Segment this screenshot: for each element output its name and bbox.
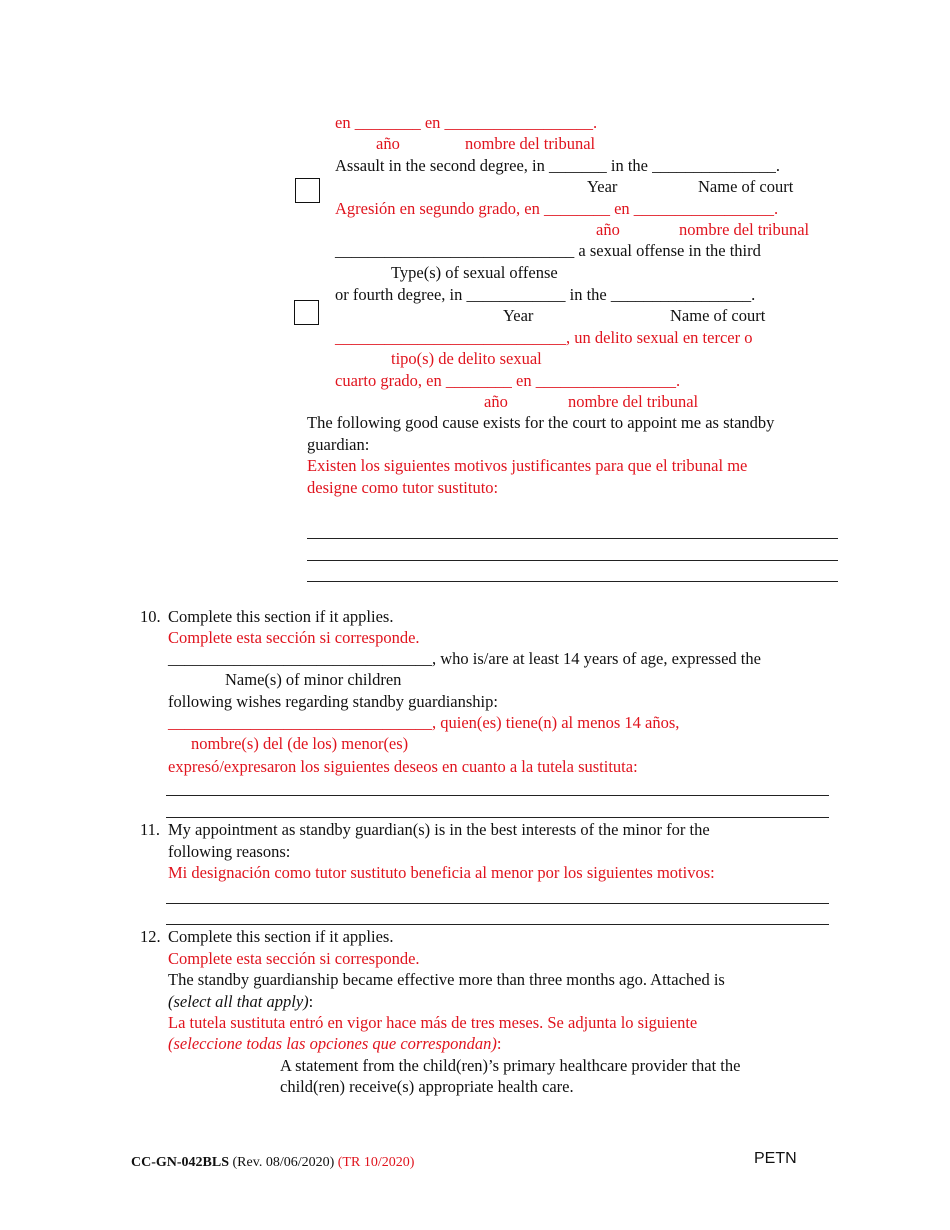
sexual-offense-line-es: ____________________________, un delito sexual en tercer o (335, 328, 753, 347)
sub-label-minor-names-es: nombre(s) del (de los) menor(es) (191, 734, 409, 753)
select-all-instruction-es: (seleccione todas las opciones que correspondan) (168, 1034, 497, 1053)
wishes-answer-line[interactable] (166, 795, 829, 796)
section-12-line-es: La tutela sustituta entró en vigor hace más de tres meses. Se adjunta lo siguiente (168, 1013, 698, 1032)
section-12-line-1: The standby guardianship became effective more than three months ago. Attached is (168, 970, 725, 989)
sub-label-offense-type: Type(s) of sexual offense (391, 263, 558, 282)
section-10-minors-line-es: ________________________________, quien(es) tiene(n) al menos 14 años, (168, 713, 680, 732)
sexual-offense-line-en: _____________________________ a sexual offense in the third (335, 241, 761, 260)
section-10-title-en: Complete this section if it applies. (168, 607, 394, 626)
good-cause-en-2: guardian: (307, 435, 370, 454)
section-12-title-es: Complete esta sección si corresponde. (168, 949, 420, 968)
form-revision: (Rev. 08/06/2020) (232, 1155, 335, 1170)
assault-checkbox[interactable] (295, 178, 320, 203)
punctuation: : (496, 1034, 502, 1053)
form-id: CC-GN-042BLS (131, 1155, 230, 1170)
good-cause-es-1: Existen los siguientes motivos justificantes para que el tribunal me (307, 456, 748, 475)
sexual-offense-checkbox[interactable] (294, 300, 319, 325)
section-11-line-es: Mi designación como tutor sustituto beneficia al menor por los siguientes motivos: (168, 863, 715, 882)
reasons-answer-line[interactable] (166, 924, 829, 925)
section-10-minors-line: ________________________________, who is/are at least 14 years of age, expressed the (168, 649, 761, 668)
sub-label-year: Year (587, 177, 618, 196)
court-line-es: en ________ en __________________. (335, 113, 598, 132)
footer-form-info (131, 1153, 414, 1173)
good-cause-en-1: The following good cause exists for the court to appoint me as standby (307, 413, 775, 432)
assault-line-en: Assault in the second degree, in _______ in the _______________. (335, 156, 780, 175)
sub-label-year-es: año (376, 134, 400, 153)
select-all-instruction: (select all that apply) (168, 992, 309, 1011)
punctuation: : (308, 992, 314, 1011)
good-cause-answer-line[interactable] (307, 538, 838, 539)
form-code: PETN (754, 1150, 797, 1167)
section-12-line-2 (168, 992, 313, 1012)
sub-label-minor-names: Name(s) of minor children (225, 670, 402, 689)
section-11-line-2: following reasons: (168, 842, 291, 861)
sub-label-court: Name of court (670, 306, 766, 325)
section-10-wishes-en: following wishes regarding standby guardianship: (168, 692, 498, 711)
section-10-wishes-es: expresó/expresaron los siguientes deseos en cuanto a la tutela sustituta: (168, 757, 638, 776)
sub-label-offense-type-es: tipo(s) de delito sexual (391, 349, 542, 368)
sub-label-year-es: año (484, 392, 508, 411)
sexual-offense-line2-en: or fourth degree, in ____________ in the _________________. (335, 285, 756, 304)
section-10-title-es: Complete esta sección si corresponde. (168, 628, 420, 647)
sexual-offense-line2-es: cuarto grado, en ________ en _________________. (335, 371, 681, 390)
form-translation: (TR 10/2020) (337, 1155, 415, 1170)
section-10-number: 10. (140, 607, 161, 626)
good-cause-es-2: designe como tutor sustituto: (307, 478, 499, 497)
assault-line-es: Agresión en segundo grado, en ________ en _________________. (335, 199, 779, 218)
healthcare-statement-2: child(ren) receive(s) appropriate health care. (280, 1077, 574, 1096)
good-cause-answer-line[interactable] (307, 581, 838, 582)
healthcare-statement-1: A statement from the child(ren)’s primary healthcare provider that the (280, 1056, 741, 1075)
sub-label-court: Name of court (698, 177, 794, 196)
section-12-title-en: Complete this section if it applies. (168, 927, 394, 946)
good-cause-answer-line[interactable] (307, 560, 838, 561)
section-11-line-1: My appointment as standby guardian(s) is in the best interests of the minor for the (168, 820, 710, 839)
sub-label-year-es: año (596, 220, 620, 239)
sub-label-year: Year (503, 306, 534, 325)
reasons-answer-line[interactable] (166, 903, 829, 904)
section-11-number: 11. (140, 820, 161, 839)
sub-label-court-es: nombre del tribunal (679, 220, 810, 239)
section-12-line-es-2 (168, 1034, 501, 1054)
sub-label-court-es: nombre del tribunal (465, 134, 596, 153)
section-12-number: 12. (140, 927, 161, 946)
wishes-answer-line[interactable] (166, 817, 829, 818)
sub-label-court-es: nombre del tribunal (568, 392, 699, 411)
